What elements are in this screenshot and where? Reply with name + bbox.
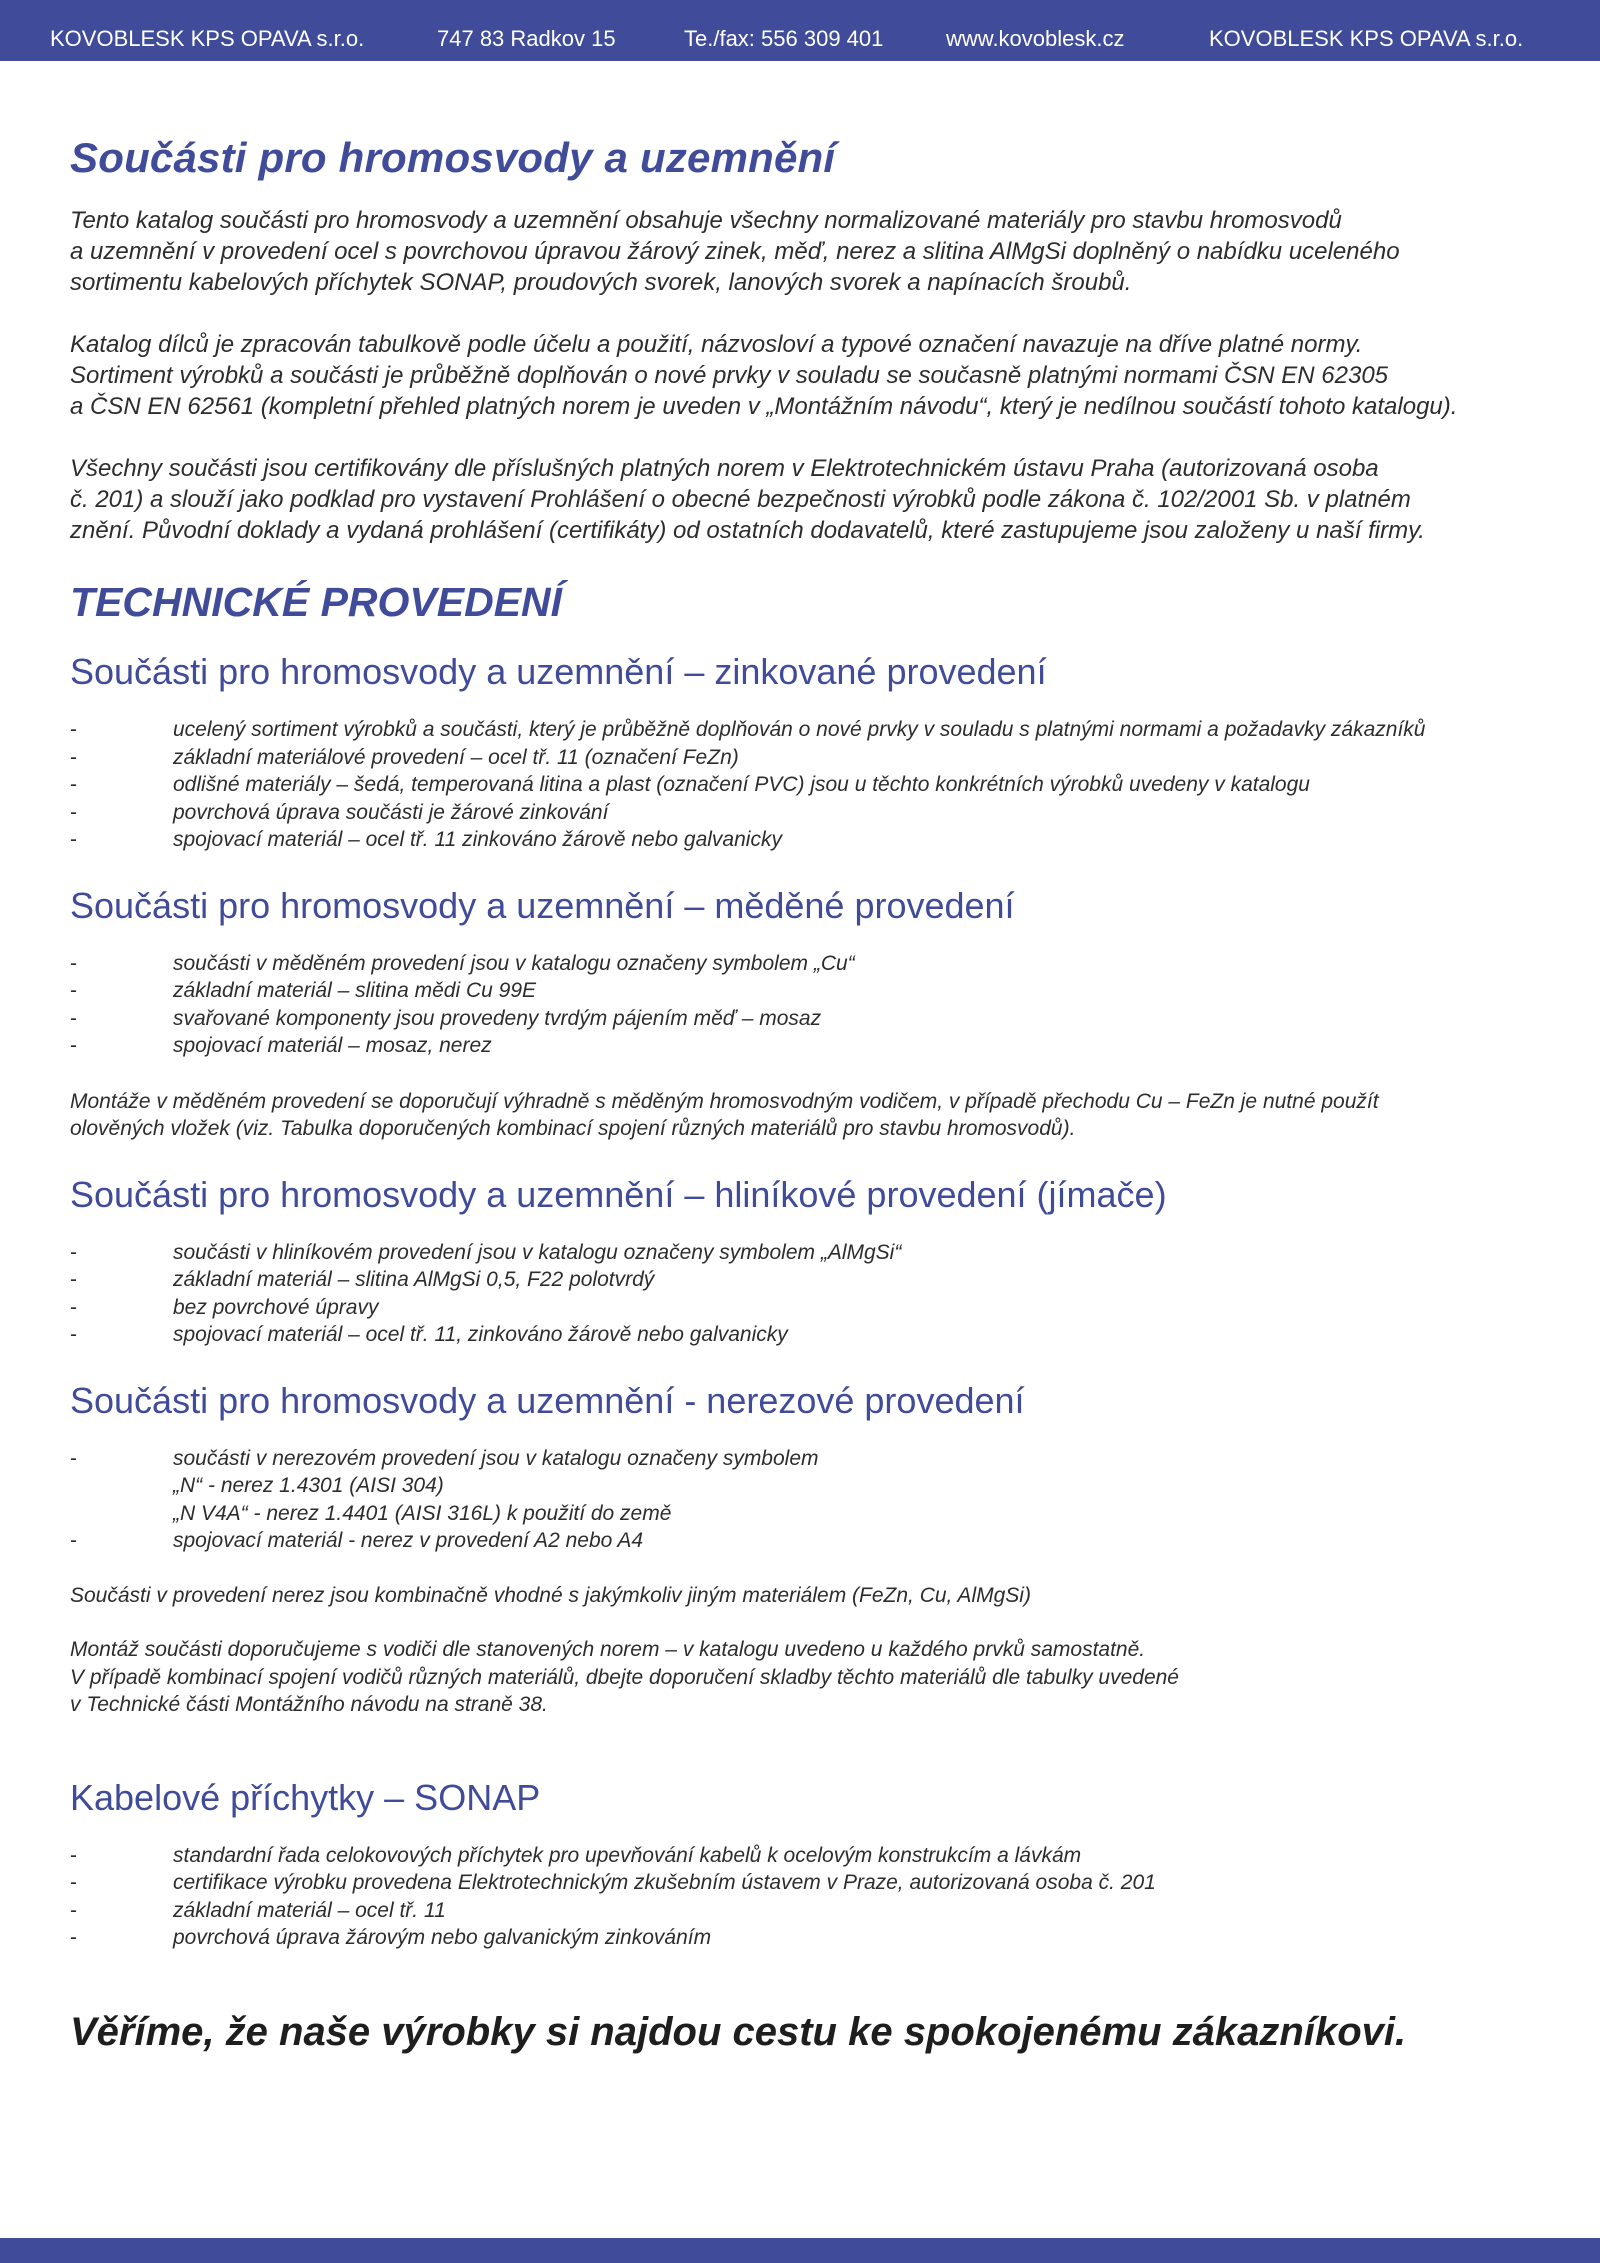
list-item: - základní materiál – slitina AlMgSi 0,5, F22 polotvrdý — [70, 1268, 655, 1291]
list-item: - svařované komponenty jsou provedeny tvrdým pájením měď – mosaz — [70, 1006, 822, 1030]
intro-paragraph-3: Všechny součásti jsou certifikovány dle příslušných platných norem v Elektrotechnickém ústavu Praha (autorizovaná osoba č. 201) a slouží jako podklad pro vystavení Prohlášení o obecné bezpečnosti výrobků podle zákona č. 102/2001 Sb. v platném znění. Původní doklady a vydaná prohlášení (certifikáty) od ostatních dodavatelů, které zastupujeme jsou založeny u naší firmy. — [70, 455, 1425, 544]
section-heading-sonap: Kabelové příchytky – SONAP — [70, 1776, 541, 1818]
list-item: - spojovací materiál – ocel tř. 11, zinkováno žárově nebo galvanicky — [70, 1323, 788, 1346]
closing-statement: Věříme, že naše výrobky si najdou cestu ke spokojenému zákazníkovi. — [70, 2009, 1407, 2054]
page-content — [70, 128, 1570, 2056]
section-heading-copper: Součásti pro hromosvody a uzemnění – měděné provedení — [70, 884, 1015, 926]
header-bar — [0, 0, 1600, 61]
header-company-right: KOVOBLESK KPS OPAVA s.r.o. — [1209, 26, 1524, 51]
list-item: - základní materiálové provedení – ocel tř. 11 (označení FeZn) — [70, 745, 739, 769]
intro-text — [70, 205, 1570, 546]
section-heading-zinc: Součásti pro hromosvody a uzemnění – zinkované provedení — [70, 651, 1047, 692]
technical-heading: TECHNICKÉ PROVEDENÍ — [70, 579, 563, 625]
list-item: - spojovací materiál – ocel tř. 11 zinkováno žárově nebo galvanicky — [70, 828, 782, 851]
copper-list — [70, 950, 1570, 1060]
header-website[interactable]: www.kovoblesk.cz — [946, 26, 1125, 51]
page-title: Součásti pro hromosvody a uzemnění — [70, 134, 836, 181]
section-heading-stainless: Součásti pro hromosvody a uzemnění - nerezové provedení — [70, 1379, 1025, 1421]
footer-bar — [0, 2238, 1600, 2263]
list-item: - povrchová úprava žárovým nebo galvanickým zinkováním — [70, 1926, 712, 1949]
list-item: - základní materiál – ocel tř. 11 — [70, 1898, 446, 1922]
header-address: 747 83 Radkov 15 — [437, 26, 616, 51]
header-company-left: KOVOBLESK KPS OPAVA s.r.o. — [50, 26, 365, 51]
intro-paragraph-2: Katalog dílců je zpracován tabulkově podle účelu a použití, názvosloví a typové označení navazuje na dříve platné normy. Sortiment výrobků a součásti je průběžně doplňován o nové prvky v souladu se současně platnými normami ČSN EN 62305 a ČSN EN 62561 (kompletní přehled platných norem je uveden v „Montážním návodu“, který je nedílnou součástí tohoto katalogu). — [70, 331, 1458, 420]
list-item: - standardní řada celokovových příchytek pro upevňování kabelů k ocelovým konstrukcím a lávkám — [70, 1843, 1082, 1867]
header-phone: Te./fax: 556 309 401 — [684, 26, 884, 51]
zinc-list — [70, 716, 1570, 854]
aluminium-list — [70, 1239, 1570, 1349]
list-item: - součásti v měděném provedení jsou v katalogu označeny symbolem „Cu“ — [70, 951, 855, 975]
list-item: - spojovací materiál – mosaz, nerez — [70, 1034, 492, 1057]
list-item: - povrchová úprava součásti je žárové zinkování — [70, 800, 609, 824]
section-heading-aluminium: Součásti pro hromosvody a uzemnění – hliníkové provedení (jímače) — [70, 1173, 1167, 1215]
intro-paragraph-1: Tento katalog součásti pro hromosvody a uzemnění obsahuje všechny normalizované materiály pro stavbu hromosvodů a uzemnění v provedení ocel s povrchovou úpravou žárový zinek, měď, nerez a slitina AlMgSi doplněný o nabídku uceleného sortimentu kabelových příchytek SONAP, proudových svorek, lanových svorek a napínacích šroubů. — [70, 207, 1400, 296]
list-item: - spojovací materiál - nerez v provedení A2 nebo A4 — [70, 1529, 644, 1552]
list-item: - základní materiál – slitina mědi Cu 99E — [70, 979, 537, 1002]
sonap-list — [70, 1842, 1570, 1952]
list-item: - součásti v hliníkovém provedení jsou v katalogu označeny symbolem „AlMgSi“ — [70, 1240, 902, 1264]
stainless-note: Součásti v provedení nerez jsou kombinačně vhodné s jakýmkoliv jiným materiálem (FeZn, Cu, AlMgSi) — [70, 1583, 1031, 1607]
list-item: - odlišné materiály – šedá, temperovaná litina a plast (označení PVC) jsou u těchto konkrétních výrobků uvedeny v katalogu — [70, 773, 1310, 796]
copper-note: Montáže v měděném provedení se doporučují výhradně s měděným hromosvodným vodičem, v případě přechodu Cu – FeZn je nutné použít olověných vložek (viz. Tabulka doporučených kombinací spojení různých materiálů pro stavbu hromosvodů). — [70, 1089, 1379, 1140]
list-item: - součásti v nerezovém provedení jsou v katalogu označeny symbolem „N“ - nerez 1.4301 (AISI 304) „N V4A“ - nerez 1.4401 (AISI 316L) k použití do země — [70, 1446, 819, 1525]
assembly-note: Montáž součásti doporučujeme s vodiči dle stanovených norem – v katalogu uvedeno u každého prvků samostatně. V případě kombinací spojení vodičů různých materiálů, dbejte doporučení skladby těchto materiálů dle tabulky uvedené v Technické části Montážního návodu na straně 38. — [70, 1638, 1179, 1716]
stainless-list — [70, 1445, 1570, 1555]
list-item: - bez povrchové úpravy — [70, 1295, 379, 1319]
list-item: - certifikace výrobku provedena Elektrotechnickým zkušebním ústavem v Praze, autorizovaná osoba č. 201 — [70, 1871, 1156, 1894]
list-item: - ucelený sortiment výrobků a součásti, který je průběžně doplňován o nové prvky v souladu s platnými normami a požadavky zákazníků — [70, 718, 1426, 741]
